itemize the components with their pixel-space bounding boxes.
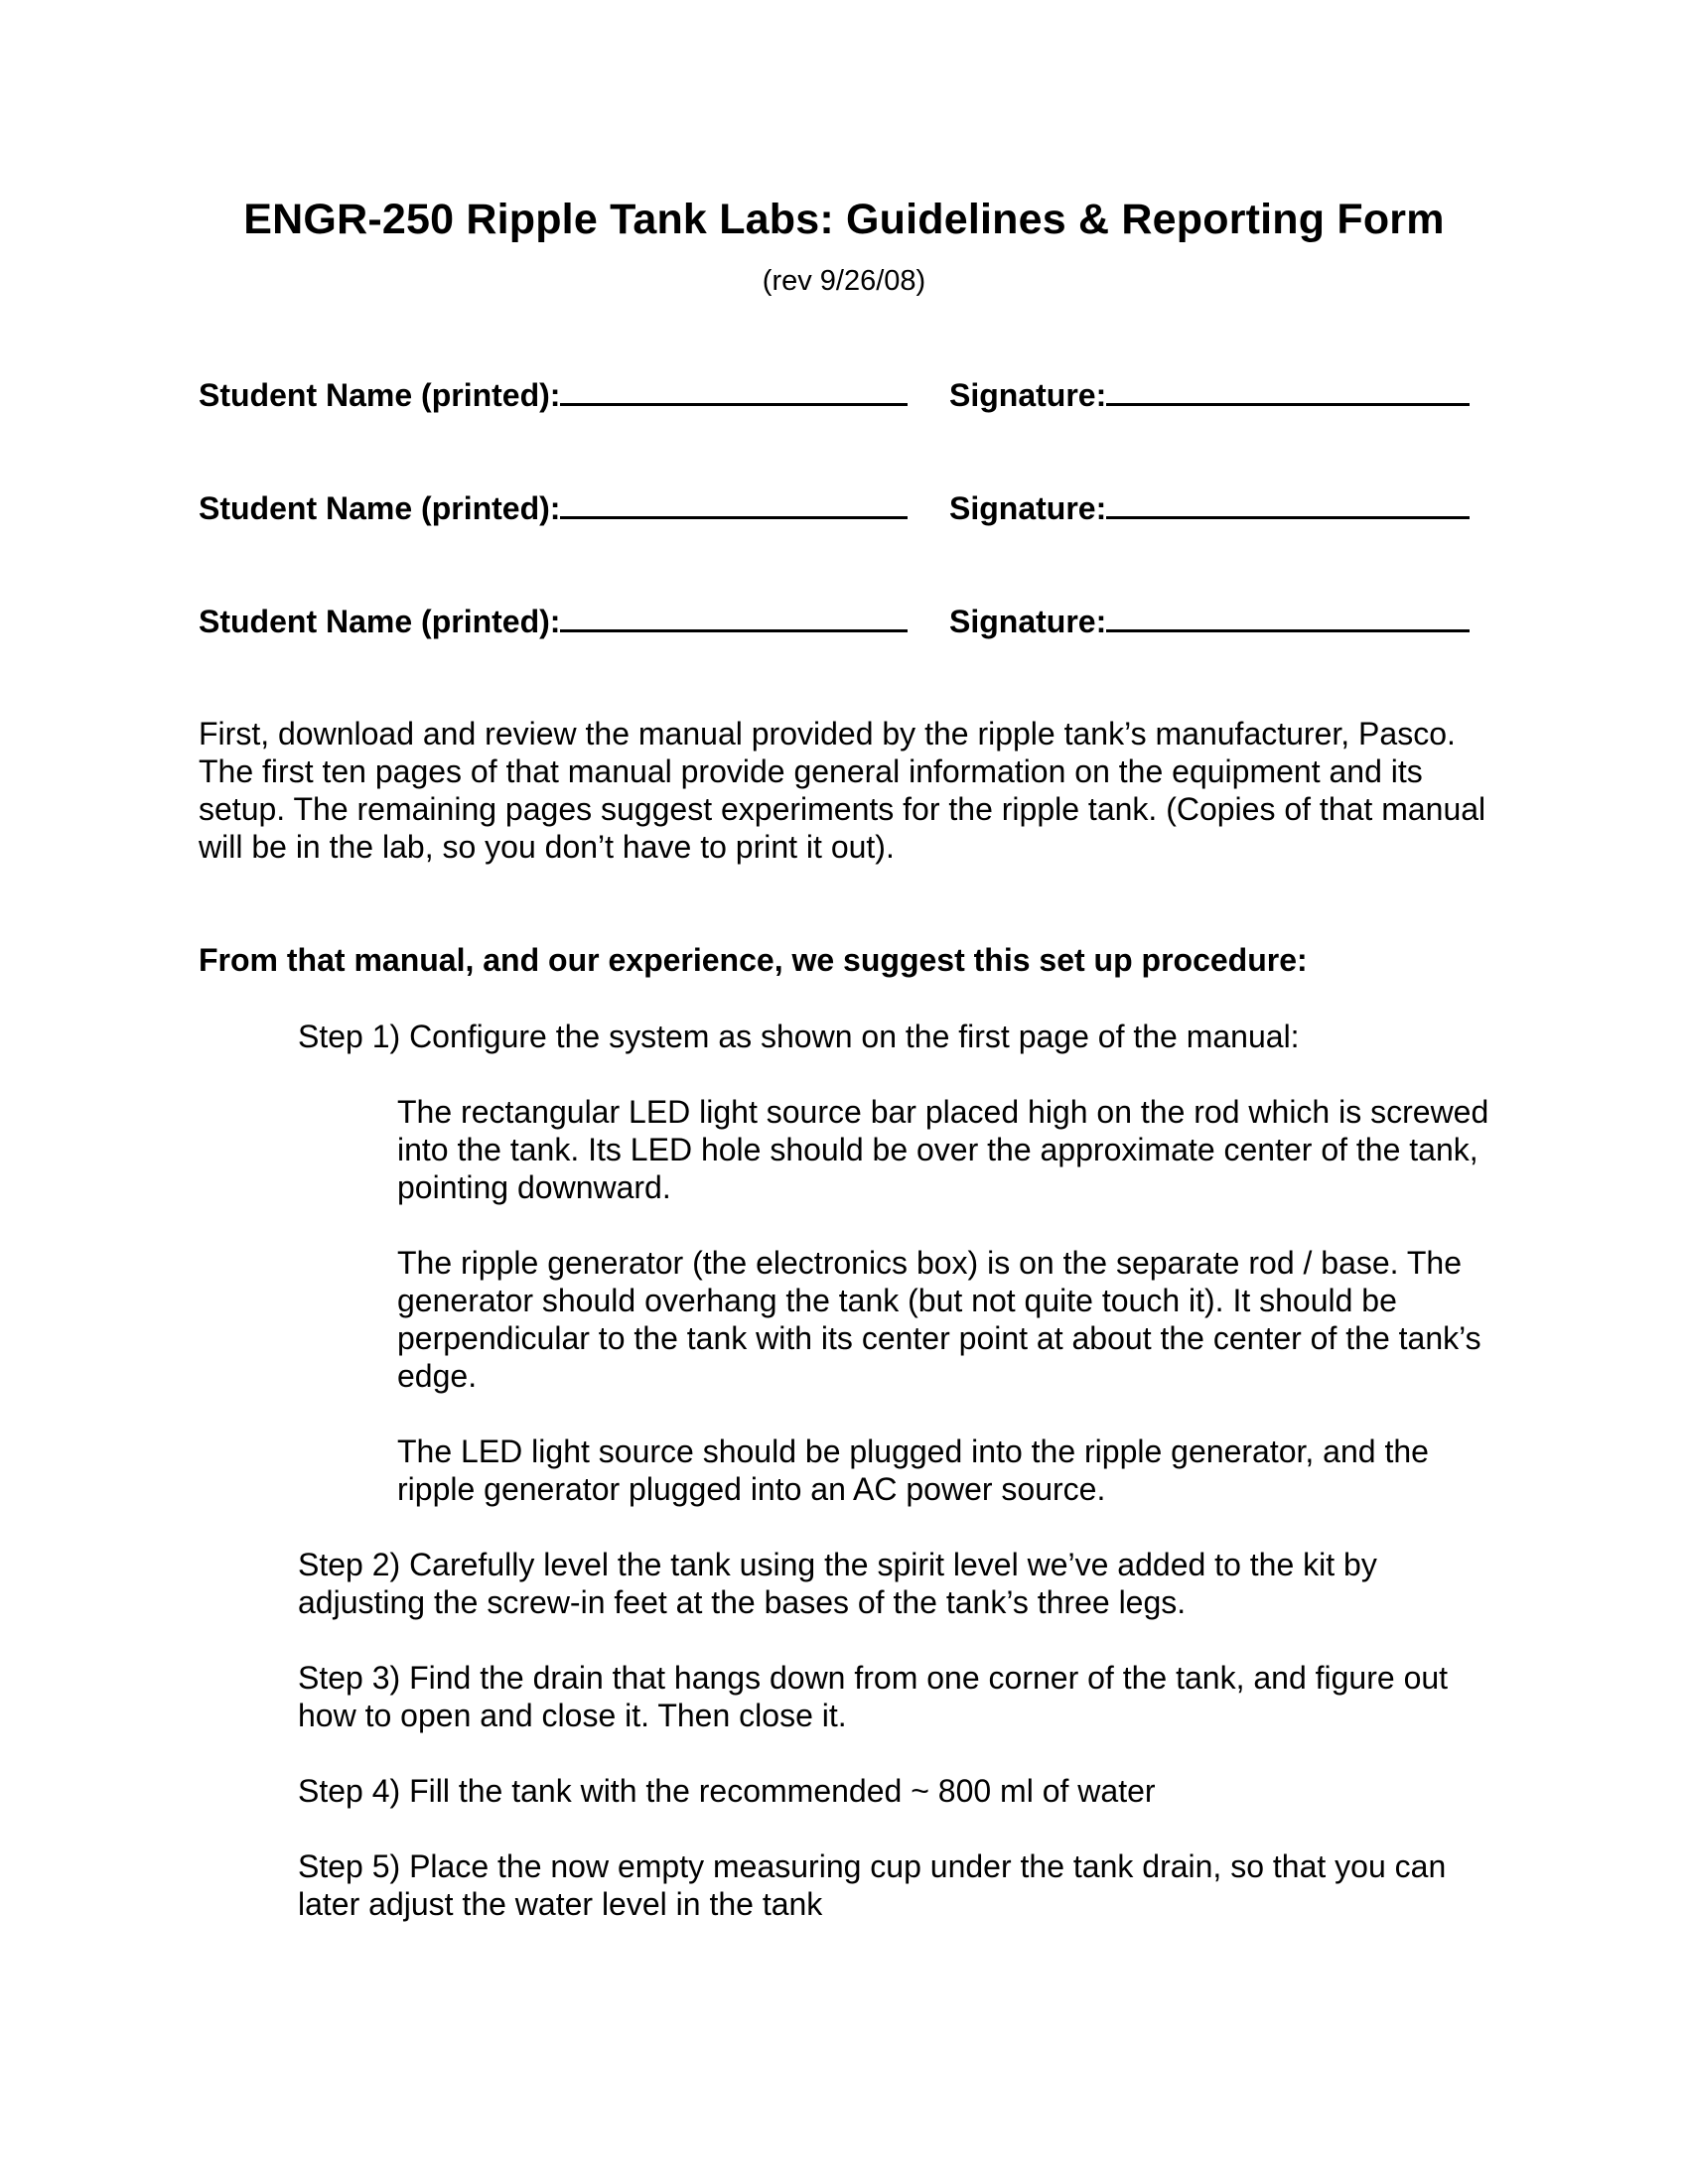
step-1-detail-led: The rectangular LED light source bar placed high on the rod which is screwed into the tank. Its LED hole should be over the approximate center of the tank, pointing downward. bbox=[397, 1094, 1489, 1205]
signature-row-2 bbox=[199, 482, 1489, 526]
step-1: Step 1) Configure the system as shown on the first page of the manual: bbox=[298, 1019, 1300, 1054]
signature-field[interactable] bbox=[1106, 482, 1470, 519]
step-5: Step 5) Place the now empty measuring cup under the tank drain, so that you can later adjust the water level in the tank bbox=[298, 1848, 1447, 1922]
step-2: Step 2) Carefully level the tank using the spirit level we’ve added to the kit by adjusting the screw-in feet at the bases of the tank’s three legs. bbox=[298, 1547, 1377, 1620]
step-1-detail-generator: The ripple generator (the electronics box) is on the separate rod / base. The generator should overhang the tank (but not quite touch it). It should be perpendicular to the tank with its center point at about the center of the tank’s edge. bbox=[397, 1245, 1481, 1394]
signature-group bbox=[949, 482, 1479, 530]
signature-field[interactable] bbox=[1106, 596, 1470, 632]
student-name-label: Student Name (printed): bbox=[199, 490, 561, 526]
student-name-group bbox=[199, 482, 923, 530]
signature-label: Signature: bbox=[949, 490, 1107, 526]
student-name-group bbox=[199, 596, 923, 643]
signature-field[interactable] bbox=[1106, 369, 1470, 406]
signature-row-3 bbox=[199, 596, 1489, 639]
student-name-label: Student Name (printed): bbox=[199, 604, 561, 639]
student-name-label: Student Name (printed): bbox=[199, 377, 561, 413]
step-3: Step 3) Find the drain that hangs down from one corner of the tank, and figure out how to open and close it. Then close it. bbox=[298, 1660, 1449, 1733]
procedure-heading: From that manual, and our experience, we suggest this set up procedure: bbox=[199, 942, 1308, 978]
step-4: Step 4) Fill the tank with the recommended ~ 800 ml of water bbox=[298, 1773, 1156, 1809]
signature-group bbox=[949, 596, 1479, 643]
intro-paragraph: First, download and review the manual provided by the ripple tank’s manufacturer, Pasco. The first ten pages of that manual provide general information on the equipment and its setup. The remaining pages suggest experiments for the ripple tank. (Copies of that manual will be in the lab, so you don’t have to print it out). bbox=[199, 716, 1486, 865]
document-title: ENGR-250 Ripple Tank Labs: Guidelines & Reporting Form bbox=[243, 196, 1445, 243]
signature-label: Signature: bbox=[949, 604, 1107, 639]
signature-row-1 bbox=[199, 369, 1489, 413]
student-name-field[interactable] bbox=[560, 482, 908, 519]
student-name-group bbox=[199, 369, 923, 417]
step-1-detail-power: The LED light source should be plugged into the ripple generator, and the ripple generator plugged into an AC power source. bbox=[397, 1433, 1429, 1507]
signature-group bbox=[949, 369, 1479, 417]
student-name-field[interactable] bbox=[560, 596, 908, 632]
student-name-field[interactable] bbox=[560, 369, 908, 406]
signature-label: Signature: bbox=[949, 377, 1107, 413]
revision-date: (rev 9/26/08) bbox=[762, 265, 926, 297]
